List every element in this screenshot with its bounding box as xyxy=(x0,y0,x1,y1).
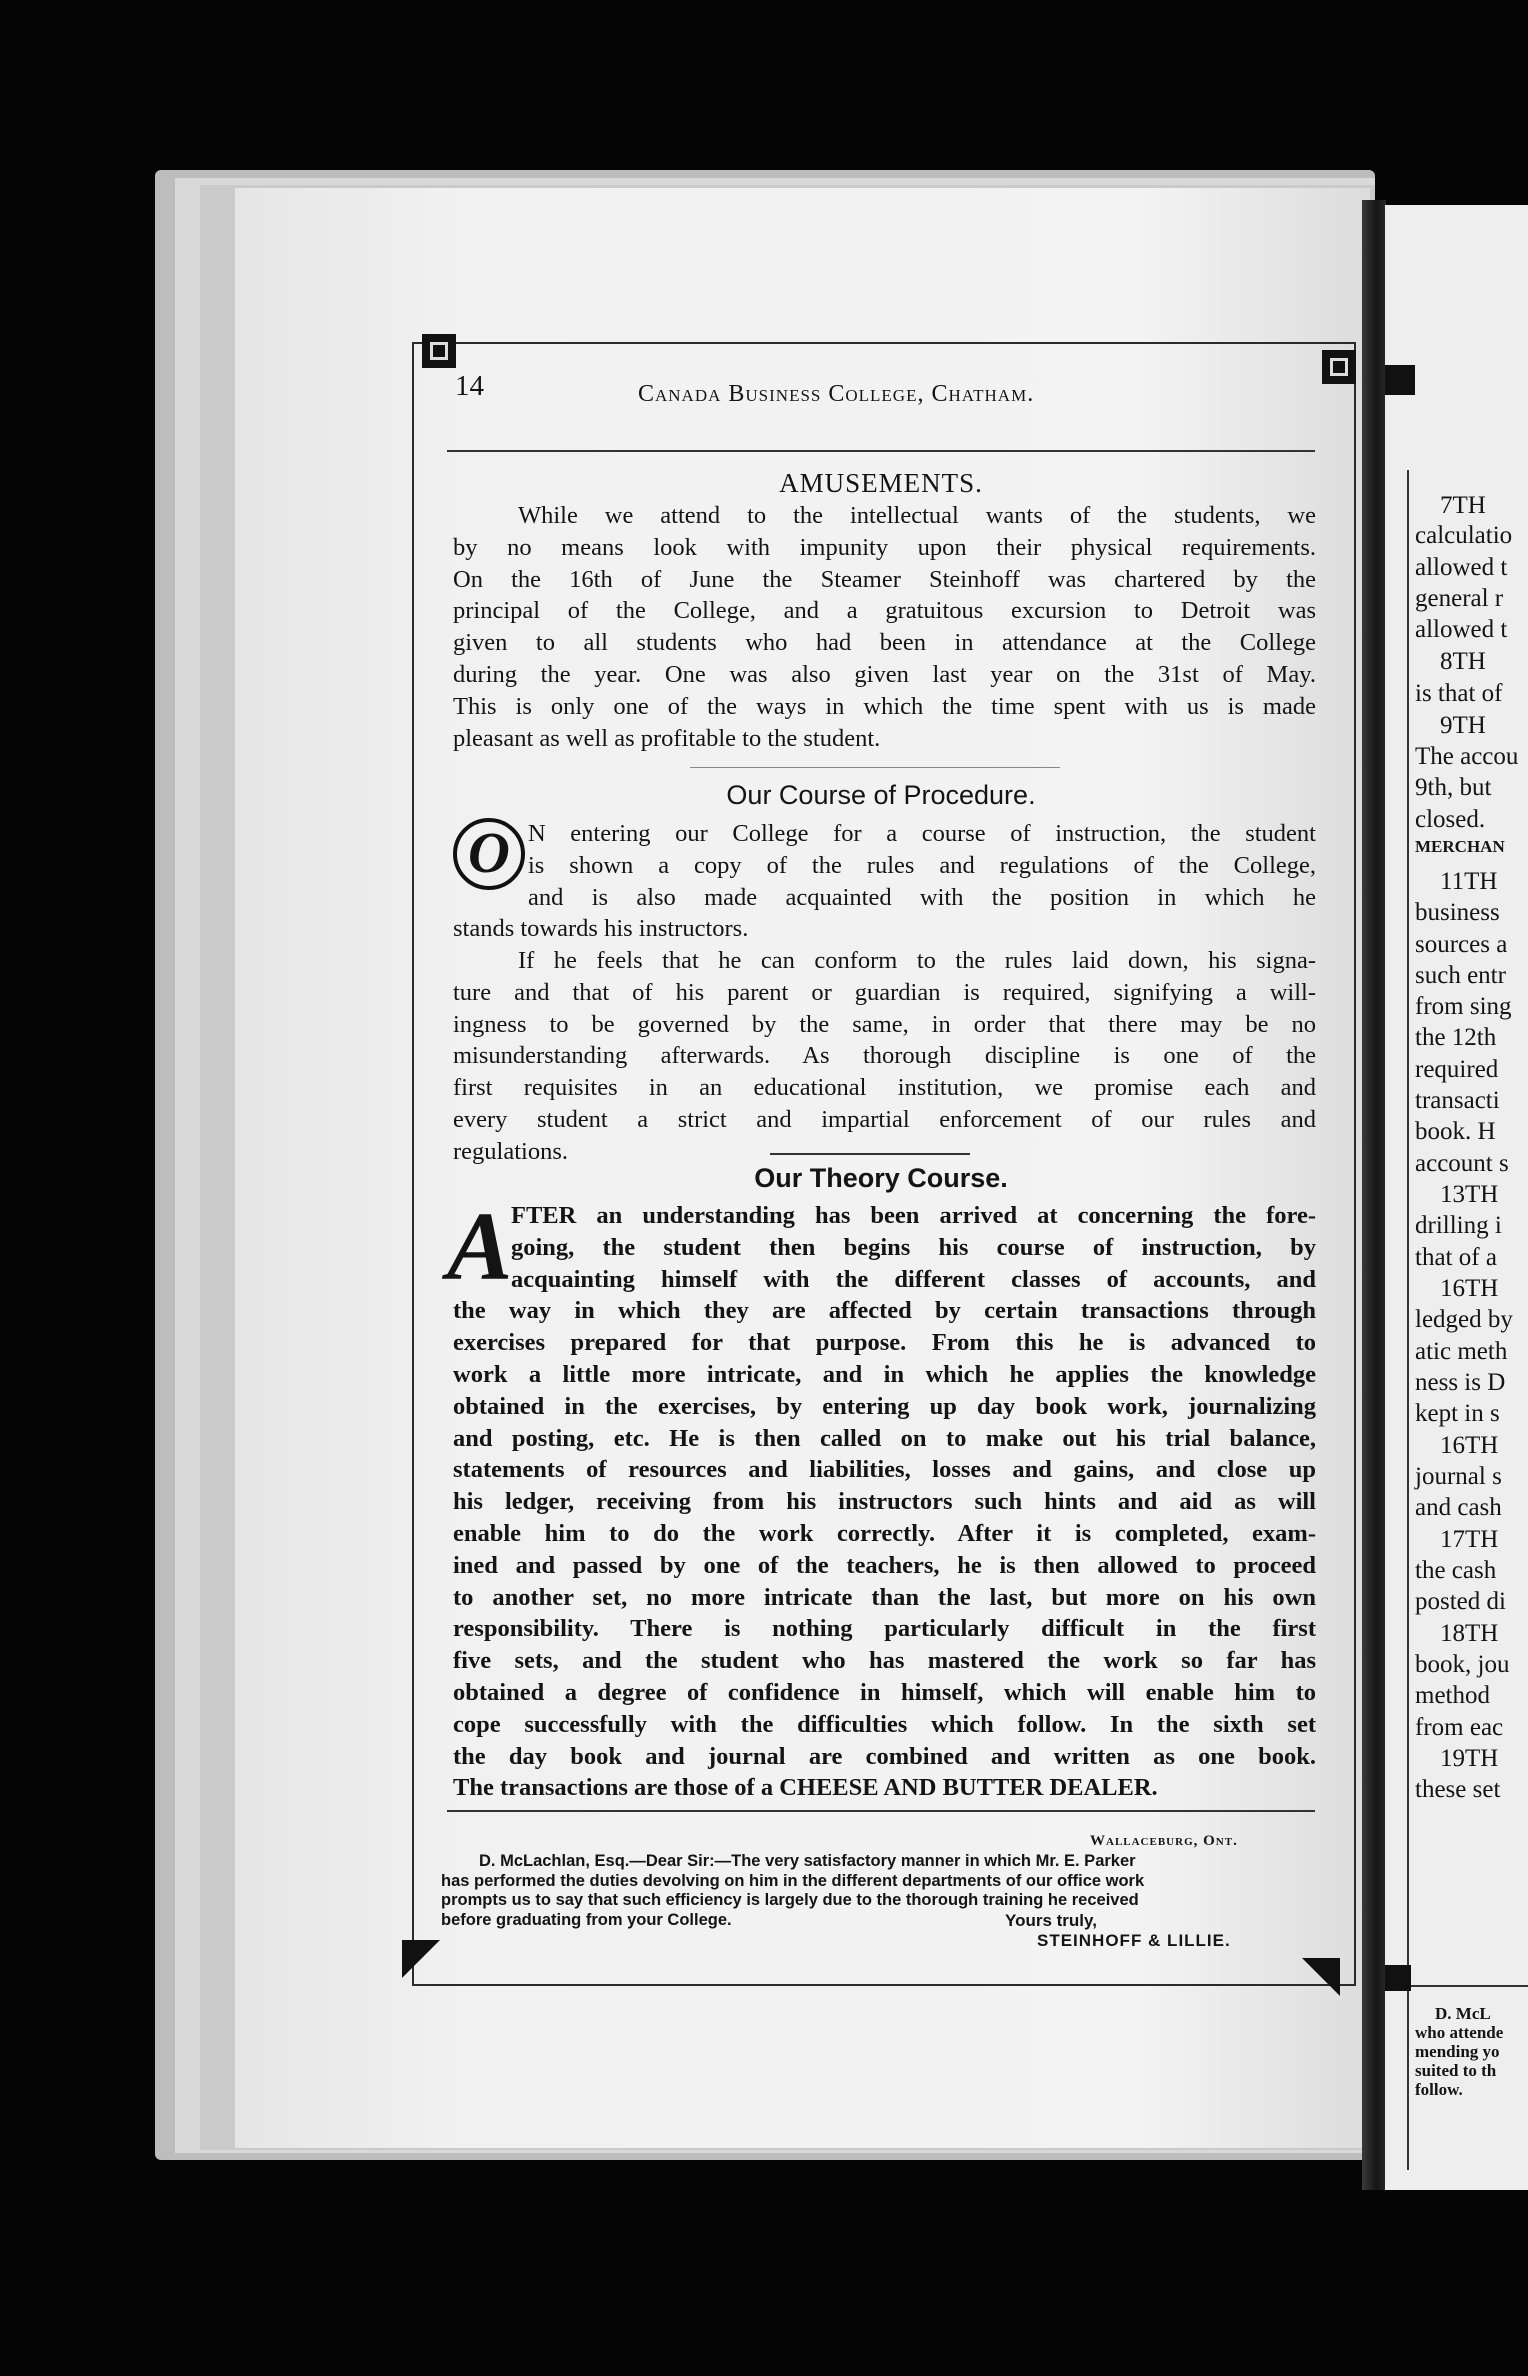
text-line: stands towards his instructors. xyxy=(453,915,749,943)
right-page-line: kept in s xyxy=(1415,1400,1500,1427)
top-right-corner-ornament xyxy=(1322,350,1356,384)
right-page-line: 16TH xyxy=(1440,1432,1499,1459)
right-page-line: journal s xyxy=(1415,1463,1502,1490)
section-rule xyxy=(690,767,1060,768)
right-page-line: from sing xyxy=(1415,993,1512,1020)
text-line: acquainting himself with the different classes of accounts, and xyxy=(511,1265,1316,1293)
right-page-line: atic meth xyxy=(1415,1338,1508,1365)
right-page-line: required xyxy=(1415,1056,1499,1083)
amusements-paragraph xyxy=(453,500,1316,754)
testimonial-signoff: Yours truly, xyxy=(1005,1911,1097,1930)
book-gutter xyxy=(1362,200,1386,2190)
right-page xyxy=(1385,205,1528,2190)
right-page-line: ness is D xyxy=(1415,1369,1506,1396)
right-page-footer-line: follow. xyxy=(1415,2080,1463,2099)
text-line: regulations. xyxy=(453,1137,568,1165)
right-page-line: 17TH xyxy=(1440,1526,1499,1553)
text-line: first requisites in an educational institution, we promise each and xyxy=(453,1074,1316,1102)
right-page-line: 19TH xyxy=(1440,1745,1499,1772)
top-left-corner-ornament xyxy=(422,334,456,368)
right-page-line: 18TH xyxy=(1440,1620,1499,1647)
page-number: 14 xyxy=(455,370,484,402)
text-line: every student a strict and impartial enforcement of our rules and xyxy=(453,1105,1316,1133)
text-line: N entering our College for a course of instruction, the student xyxy=(528,820,1316,847)
procedure-paragraph-1 xyxy=(453,818,1316,945)
right-page-line: 11TH xyxy=(1440,868,1498,895)
right-page-line: calculatio xyxy=(1415,522,1513,549)
testimonial-line: has performed the duties devolving on him in the different departments of our office work xyxy=(441,1871,1145,1890)
right-page-line: 16TH xyxy=(1440,1275,1499,1302)
right-page-footer-line: mending yo xyxy=(1415,2042,1500,2061)
text-line: ingness to be governed by the same, in order that there may be no xyxy=(453,1010,1316,1038)
text-line: given to all students who had been in attendance at the College xyxy=(453,629,1316,657)
text-line: the way in which they are affected by certain transactions through xyxy=(453,1297,1316,1325)
section-heading-theory: Our Theory Course. xyxy=(754,1163,1008,1193)
right-page-line: 8TH xyxy=(1440,648,1486,675)
text-line: misunderstanding afterwards. As thorough discipline is one of the xyxy=(453,1042,1316,1070)
text-line: The transactions are those of a CHEESE AND BUTTER DEALER. xyxy=(453,1774,1158,1802)
text-line: This is only one of the ways in which the time spent with us is made xyxy=(453,692,1316,720)
right-page-line: is that of xyxy=(1415,680,1503,707)
text-line: principal of the College, and a gratuitous excursion to Detroit was xyxy=(453,597,1316,625)
text-line: to another set, no more intricate than the last, but more on his own xyxy=(453,1583,1316,1611)
right-page-line: such entr xyxy=(1415,962,1506,989)
bottom-left-corner-ornament xyxy=(402,1940,440,1978)
testimonial-rule xyxy=(447,1810,1315,1812)
right-page-line: 9th, but xyxy=(1415,774,1492,801)
right-page-footer-line: D. McL xyxy=(1435,2004,1491,2023)
text-line: While we attend to the intellectual wants of the students, we xyxy=(518,502,1316,529)
right-page-line: these set xyxy=(1415,1776,1501,1803)
right-page-line: 7TH xyxy=(1440,492,1486,519)
right-page-line: 13TH xyxy=(1440,1181,1499,1208)
testimonial-line: before graduating from your College. xyxy=(441,1910,732,1929)
text-line: going, the student then begins his course of instruction, by xyxy=(511,1233,1316,1261)
right-page-line: transacti xyxy=(1415,1087,1500,1114)
right-page-corner-ornament xyxy=(1385,365,1415,395)
right-page-footer-line: suited to th xyxy=(1415,2061,1497,2080)
text-line: FTER an understanding has been arrived at concerning the fore- xyxy=(511,1202,1316,1229)
right-page-line: general r xyxy=(1415,585,1504,612)
procedure-paragraph-2 xyxy=(453,945,1316,1168)
text-line: pleasant as well as profitable to the student. xyxy=(453,724,881,752)
drop-cap-a: A xyxy=(447,1193,513,1301)
right-page-rule xyxy=(1410,1985,1528,1987)
text-line: is shown a copy of the rules and regulations of the College, xyxy=(528,851,1316,879)
right-page-line: posted di xyxy=(1415,1588,1506,1615)
right-page-line: closed. xyxy=(1415,806,1486,833)
section-heading-amusements: AMUSEMENTS. xyxy=(779,468,983,498)
right-page-line: the 12th xyxy=(1415,1024,1497,1051)
text-line: and is also made acquainted with the position in which he xyxy=(528,883,1316,911)
theory-paragraph xyxy=(453,1200,1316,1804)
right-page-line: MERCHAN xyxy=(1415,837,1505,856)
right-page-line: account s xyxy=(1415,1150,1509,1177)
text-line: his ledger, receiving from his instructors such hints and aid as will xyxy=(453,1488,1316,1516)
right-page-line: from eac xyxy=(1415,1714,1504,1741)
bottom-right-corner-ornament xyxy=(1302,1958,1340,1996)
right-page-line: sources a xyxy=(1415,931,1508,958)
section-heading-procedure: Our Course of Procedure. xyxy=(726,780,1036,810)
text-line: ture and that of his parent or guardian is required, signifying a will- xyxy=(453,978,1316,1006)
right-page-line: method xyxy=(1415,1682,1490,1709)
right-page-footer-line: who attende xyxy=(1415,2023,1504,2042)
right-page-line: The accou xyxy=(1415,743,1519,770)
right-page-line: allowed t xyxy=(1415,554,1508,581)
right-page-line: the cash xyxy=(1415,1557,1497,1584)
right-page-line: drilling i xyxy=(1415,1212,1502,1239)
right-page-bottom-corner-ornament xyxy=(1385,1965,1411,1991)
right-page-line: book. H xyxy=(1415,1118,1496,1145)
right-page-frame xyxy=(1407,470,1410,2170)
text-line: enable him to do the work correctly. After it is completed, exam- xyxy=(453,1519,1316,1547)
right-page-line: ledged by xyxy=(1415,1306,1513,1333)
testimonial-place: Wallaceburg, Ont. xyxy=(1090,1833,1238,1849)
text-line: the day book and journal are combined and written as one book. xyxy=(453,1742,1316,1770)
text-line: obtained in the exercises, by entering up day book work, journalizing xyxy=(453,1392,1316,1420)
section-rule xyxy=(770,1153,970,1155)
text-line: during the year. One was also given last year on the 31st of May. xyxy=(453,660,1316,688)
text-line: exercises prepared for that purpose. From this he is advanced to xyxy=(453,1329,1316,1357)
text-line: by no means look with impunity upon their physical requirements. xyxy=(453,533,1316,561)
text-line: ined and passed by one of the teachers, he is then allowed to proceed xyxy=(453,1551,1316,1579)
text-line: work a little more intricate, and in which he applies the knowledge xyxy=(453,1360,1316,1388)
drop-cap-o: O xyxy=(453,818,525,890)
text-line: and posting, etc. He is then called on to make out his trial balance, xyxy=(453,1424,1316,1452)
right-page-line: 9TH xyxy=(1440,712,1486,739)
right-page-line: allowed t xyxy=(1415,616,1508,643)
text-line: obtained a degree of confidence in himself, which will enable him to xyxy=(453,1678,1316,1706)
running-head: Canada Business College, Chatham. xyxy=(638,381,1035,407)
text-line: On the 16th of June the Steamer Steinhoff was chartered by the xyxy=(453,565,1316,593)
testimonial-line: D. McLachlan, Esq.—Dear Sir:—The very satisfactory manner in which Mr. E. Parker xyxy=(479,1852,1136,1870)
text-line: five sets, and the student who has mastered the work so far has xyxy=(453,1647,1316,1675)
text-line: If he feels that he can conform to the rules laid down, his signa- xyxy=(518,947,1316,974)
right-page-line: that of a xyxy=(1415,1244,1497,1271)
text-line: cope successfully with the difficulties which follow. In the sixth set xyxy=(453,1710,1316,1738)
right-page-line: book, jou xyxy=(1415,1651,1510,1678)
right-page-line: business xyxy=(1415,899,1500,926)
testimonial-signature: STEINHOFF & LILLIE. xyxy=(1037,1931,1231,1950)
text-line: responsibility. There is nothing particularly difficult in the first xyxy=(453,1615,1316,1643)
header-rule xyxy=(447,450,1315,452)
right-page-line: and cash xyxy=(1415,1494,1502,1521)
testimonial-text xyxy=(441,1852,1311,1930)
testimonial-line: prompts us to say that such efficiency is largely due to the thorough training he received xyxy=(441,1891,1139,1909)
text-line: statements of resources and liabilities, losses and gains, and close up xyxy=(453,1456,1316,1484)
